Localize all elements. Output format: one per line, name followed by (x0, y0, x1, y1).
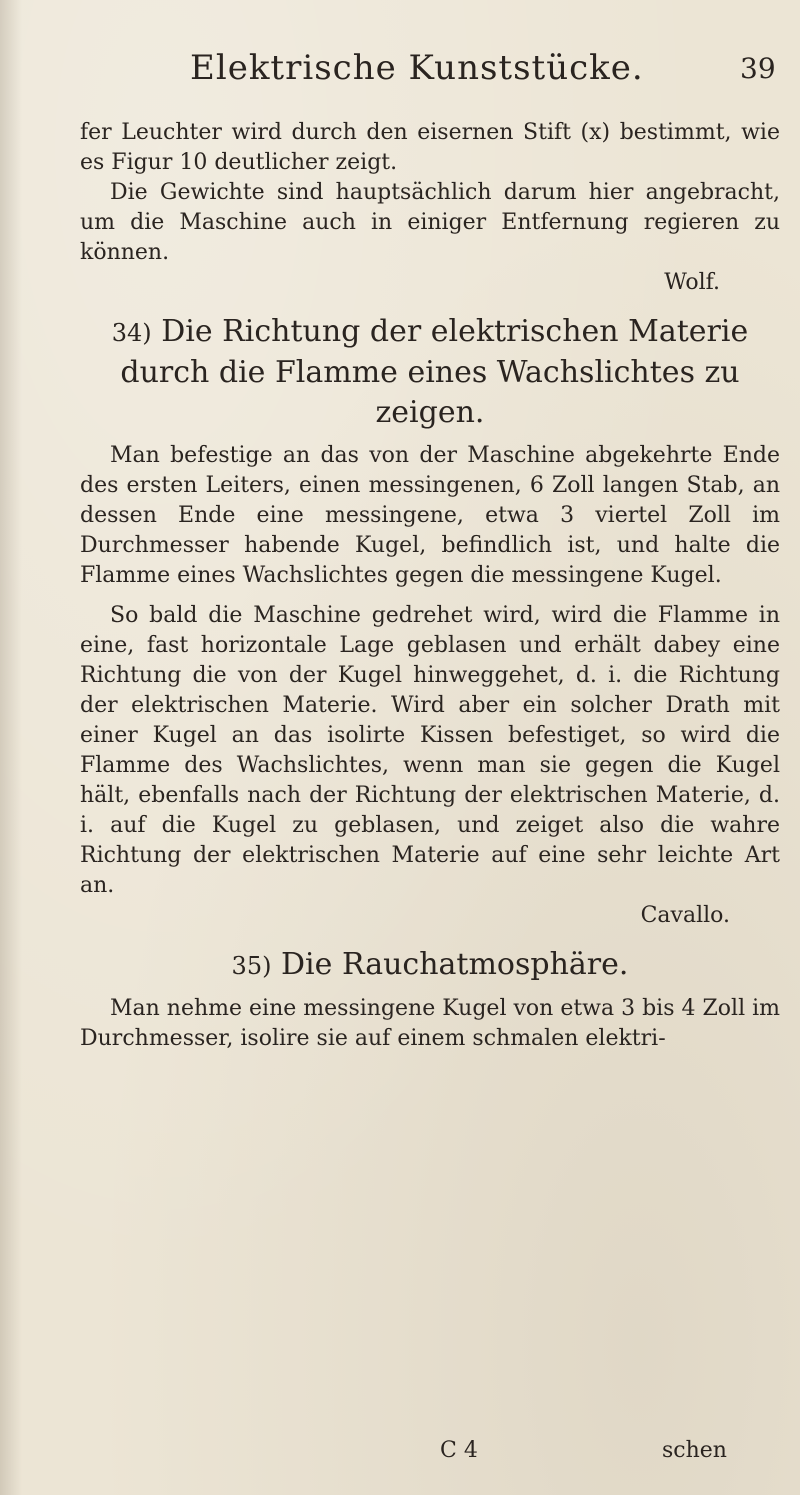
author-signature: Cavallo. (640, 903, 730, 928)
paragraph-setup (80, 441, 780, 591)
paragraph-text: So bald die Maschine gedrehet wird, wird die Flamme in eine, fast horizontale Lage geblasen und erhält dabey eine Richtung die von der Kugel hinweggehet, d. i. die Richtung der elektrischen Materie. Wird aber ein solcher Drath mit einer Kugel an das isolirte Kissen befestiget, so wird die Flamme des Wachslichtes, wenn man sie gegen die Kugel hält, ebenfalls nach der Richtung der elektrischen Materie, d. i. auf die Kugel zu geblasen, und zeiget also die wahre Richtung der elektrischen Materie auf eine sehr leichte Art an. (80, 603, 780, 898)
page-edge-shadow (0, 0, 22, 1495)
section-title: Die Rauchatmosphäre. (281, 947, 629, 982)
catchword: schen (662, 1438, 727, 1463)
page-number: 39 (740, 52, 776, 85)
section-number: 34) (111, 319, 152, 347)
paragraph-text: Man befestige an das von der Maschine abgekehrte Ende des ersten Leiters, einen messingenen, 6 Zoll langen Stab, an dessen Ende eine messingene, etwa 3 viertel Zoll im Durchmesser habende Kugel, befindlich ist, und halte die Flamme eines Wachslichtes gegen die messingene Kugel. (80, 443, 780, 588)
paragraph-text: Die Gewichte sind hauptsächlich darum hier angebracht, um die Maschine auch in einiger Entfernung regieren zu können. (80, 180, 780, 265)
paragraph-text: fer Leuchter wird durch den eisernen Stift (x) bestimmt, wie es Figur 10 deutlicher zeigt. (80, 120, 780, 175)
text-block (80, 118, 780, 1054)
paragraph-smoke (80, 994, 780, 1054)
running-title: Elektrische Kunststücke. (190, 48, 644, 88)
section-title: Die Richtung der elektrischen Materie durch die Flamme eines Wachslichtes zu zeigen. (120, 314, 749, 430)
page-footer (0, 1438, 800, 1474)
running-head (0, 48, 800, 98)
paragraph-text: Man nehme eine messingene Kugel von etwa 3 bis 4 Zoll im Durchmesser, isolire sie auf einem schmalen elektri- (80, 996, 780, 1051)
author-signature: Wolf. (664, 270, 720, 295)
paragraph-continued (80, 118, 780, 178)
section-number: 35) (231, 952, 272, 980)
signature-mark: C 4 (440, 1438, 478, 1463)
section-heading-35 (80, 945, 780, 986)
section-heading-34 (80, 312, 780, 433)
paragraph-weights (80, 178, 780, 268)
paragraph-result (80, 601, 780, 901)
